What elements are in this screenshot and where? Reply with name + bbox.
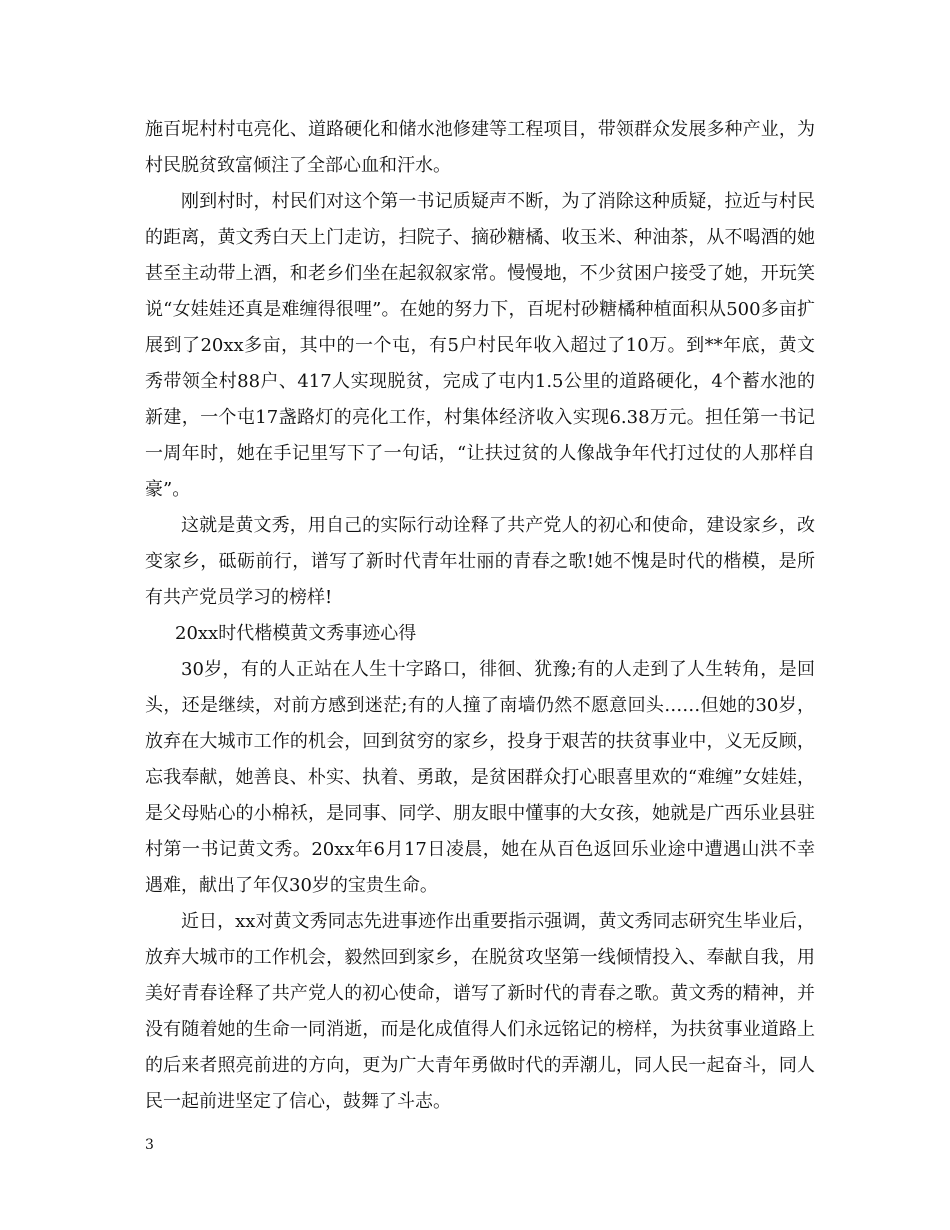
section-heading: 20xx时代楷模黄文秀事迹心得 [175,623,417,644]
paragraph-instructions: 近日，xx对黄文秀同志先进事迹作出重要指示强调，黄文秀同志研究生毕业后，放弃大城市的工作机会，毅然回到家乡，在脱贫攻坚第一线倾情投入、奉献自我，用美好青春诠释了共产党人的初心使命，谱写了新时代的青春之歌。黄文秀的精神，并没有随着她的生命一同消逝，而是化成值得人们永远铭记的榜样，为扶贫事业道路上的后来者照亮前进的方向，更为广大青年勇做时代的弄潮儿，同人民一起奋斗，同人民一起前进坚定了信心，鼓舞了斗志。 [145,911,815,1112]
page-number: 3 [145,1137,154,1153]
paragraph-age-30: 30岁，有的人正站在人生十字路口，徘徊、犹豫;有的人走到了人生转角，是回头，还是继续，对前方感到迷茫;有的人撞了南墙仍然不愿意回头……但她的30岁，放弃在大城市工作的机会，回到贫穷的家乡，投身于艰苦的扶贫事业中，义无反顾，忘我奉献，她善良、朴实、执着、勇敢，是贫困群众打心眼喜里欢的“难缠”女娃娃，是父母贴心的小棉袄，是同事、同学、朋友眼中懂事的大女孩，她就是广西乐业县驻村第一书记黄文秀。20xx年6月17日凌晨，她在从百色返回乐业途中遭遇山洪不幸遇难，献出了年仅30岁的宝贵生命。 [145,659,815,896]
document-body [145,112,815,1120]
paragraph-continuation: 施百坭村村屯亮化、道路硬化和储水池修建等工程项目，带领群众发展多种产业，为村民脱贫致富倾注了全部心血和汗水。 [145,119,815,176]
paragraph-village-arrival: 刚到村时，村民们对这个第一书记质疑声不断，为了消除这种质疑，拉近与村民的距离，黄文秀白天上门走访，扫院子、摘砂糖橘、收玉米、种油茶，从不喝酒的她甚至主动带上酒，和老乡们坐在起叙叙家常。慢慢地，不少贫困户接受了她，开玩笑说“女娃娃还真是难缠得很哩”。在她的努力下，百坭村砂糖橘种植面积从500多亩扩展到了20xx多亩，其中的一个屯，有5户村民年收入超过了10万。到**年底，黄文秀带领全村88户、417人实现脱贫，完成了屯内1.5公里的道路硬化，4个蓄水池的新建，一个屯17盏路灯的亮化工作，村集体经济收入实现6.38万元。担任第一书记一周年时，她在手记里写下了一句话，“让扶过贫的人像战争年代打过仗的人那样自豪”。 [145,191,815,500]
paragraph-role-model: 这就是黄文秀，用自己的实际行动诠释了共产党人的初心和使命，建设家乡，改变家乡，砥砺前行，谱写了新时代青年壮丽的青春之歌!她不愧是时代的楷模，是所有共产党员学习的榜样! [145,515,815,608]
